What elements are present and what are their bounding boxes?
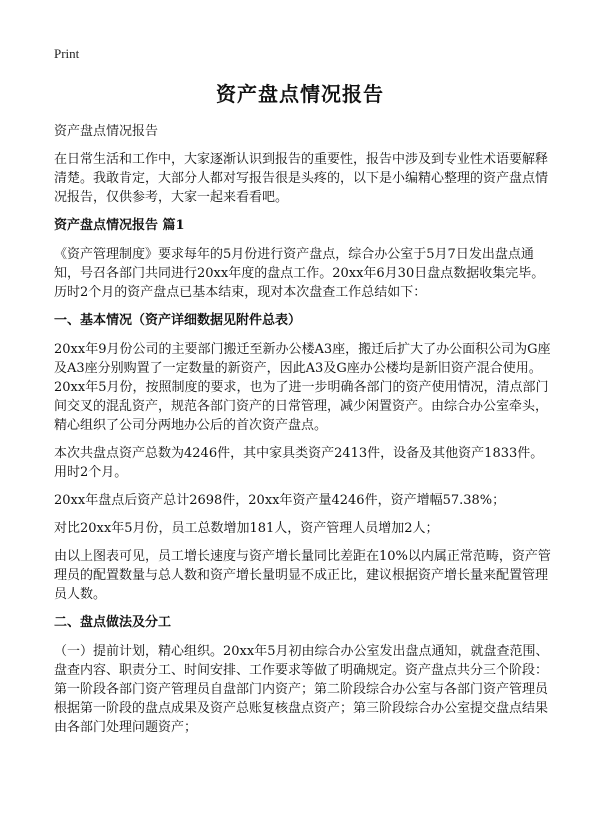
section-heading-3: 二、盘点做法及分工 <box>54 615 172 630</box>
asset-growth-paragraph: 20xx年盘点后资产总计2698件，20xx年资产量4246件，资产增幅57.38%； <box>54 493 506 508</box>
asset-count-paragraph: 本次共盘点资产总数为4246件，其中家具类资产2413件，设备及其他资产1833件。用时2个月。 <box>54 446 544 480</box>
print-label[interactable]: Print <box>54 46 80 61</box>
conclusion-paragraph: 由以上图表可见，员工增长速度与资产增长量同比差距在10%以内属正常范畴，资产管理员的配置数量与总人数和资产增长量明显不成正比，建议根据资产增长量来配置管理员人数。 <box>54 549 551 602</box>
method-paragraph: （一）提前计划，精心组织。20xx年5月初由综合办公室发出盘点通知，就盘查范围、盘查内容、职责分工、时间安排、工作要求等做了明确规定。资产盘点共分三个阶段：第一阶段各部门资产管理员自盘部门内资产；第二阶段综合办公室与各部门资产管理员根据第一阶段的盘点成果及资产总账复核盘点资产；第三阶段综合办公室提交盘点结果由各部门处理问题资产； <box>54 644 549 735</box>
section-heading-2: 一、基本情况（资产详细数据见附件总表） <box>54 313 302 328</box>
staff-growth-paragraph: 对比20xx年5月份，员工总数增加181人，资产管理人员增加2人； <box>54 521 439 536</box>
section1-paragraph: 《资产管理制度》要求每年的5月份进行资产盘点，综合办公室于5月7日发出盘点通知，号召各部门共同进行20xx年度的盘点工作。20xx年6月30日盘点数据收集完毕。历时2个月的资产盘点已基本结束，现对本次盘查工作总结如下： <box>54 247 545 300</box>
basic-info-paragraph: 20xx年9月份公司的主要部门搬迁至新办公楼A3座，搬迁后扩大了办公面积公司为G座及A3座分别购置了一定数量的新资产，因此A3及G座办公楼均是新旧资产混合使用。20xx年5月份，按照制度的要求，也为了进一步明确各部门的资产使用情况，清点部门间交叉的混乱资产，规范各部门资产的日常管理，减少闲置资产。由综合办公室牵头，精心组织了公司分两地办公后的首次资产盘点。 <box>54 342 551 433</box>
document-body <box>54 122 552 746</box>
section-heading-1: 资产盘点情况报告 篇1 <box>54 218 185 233</box>
page-title: 资产盘点情况报告 <box>216 82 384 106</box>
intro-paragraph: 在日常生活和工作中，大家逐渐认识到报告的重要性，报告中涉及到专业性术语要解释清楚。我敢肯定，大部分人都对写报告很是头疼的，以下是小编精心整理的资产盘点情况报告，仅供参考，大家一起来看看吧。 <box>54 152 549 205</box>
document-subtitle: 资产盘点情况报告 <box>54 124 159 139</box>
